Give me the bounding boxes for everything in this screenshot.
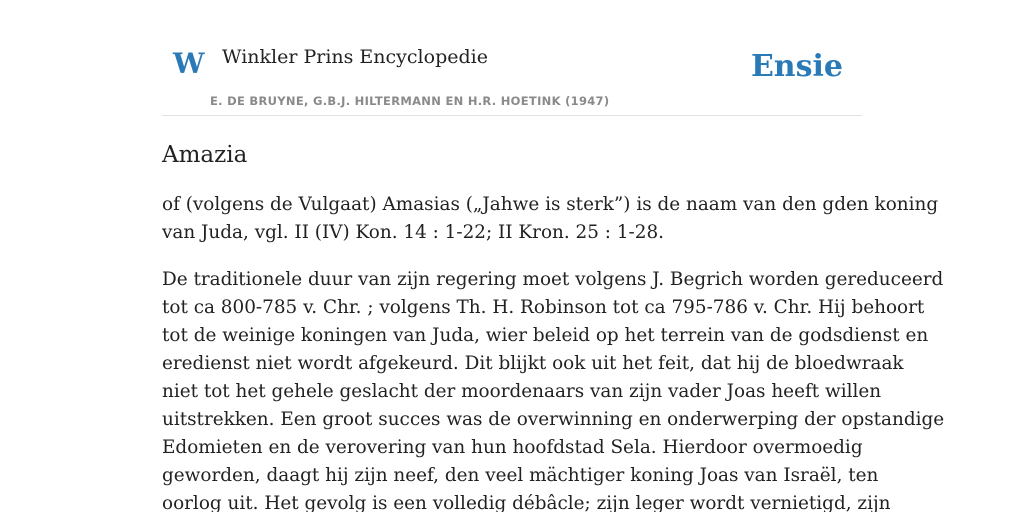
- text-line: of (volgens de Vulgaat) Amasias („Jahwe is sterk”) is de naam van den gden koning: [162, 193, 939, 215]
- text-line: uitstrekken. Een groot succes was de overwinning en onderwerping der opstandige: [162, 408, 945, 430]
- site-title[interactable]: Winkler Prins Encyclopedie: [222, 46, 488, 68]
- ensie-brand-logo[interactable]: Ensie: [750, 49, 843, 84]
- text-line: geworden, daagt hij zijn neef, den veel mächtiger koning Joas van Israël, ten: [162, 464, 879, 486]
- winkler-prins-logo[interactable]: W: [173, 47, 205, 80]
- article-paragraph-1: [162, 191, 939, 247]
- text-line: tot ca 800-785 v. Chr. ; volgens Th. H. Robinson tot ca 795-786 v. Chr. Hij behoort: [162, 296, 925, 318]
- text-line: Edomieten en de verovering van hun hoofdstad Sela. Hierdoor overmoedig: [162, 436, 863, 458]
- text-line: van Juda, vgl. II (IV) Kon. 14 : 1-22; II Kron. 25 : 1-28.: [162, 221, 665, 243]
- text-line: De traditionele duur van zijn regering moet volgens J. Begrich worden gereduceerd: [162, 268, 944, 290]
- text-line: tot de weinige koningen van Juda, wier beleid op het terrein van de godsdienst en: [162, 324, 929, 346]
- article-paragraph-2: [162, 266, 945, 512]
- source-subtitle: E. DE BRUYNE, G.B.J. HILTERMANN EN H.R. HOETINK (1947): [210, 94, 610, 108]
- text-line: oorlog uit. Het gevolg is een volledig débâcle; zijn leger wordt vernietigd, zijn: [162, 492, 891, 512]
- site-header: [162, 0, 862, 116]
- content-column: [162, 0, 945, 512]
- article-title: Amazia: [162, 142, 248, 168]
- text-line: eredienst niet wordt afgekeurd. Dit blijkt ook uit het feit, dat hij de bloedwraak: [162, 352, 904, 374]
- text-line: niet tot het gehele geslacht der moordenaars van zijn vader Joas heeft willen: [162, 380, 882, 402]
